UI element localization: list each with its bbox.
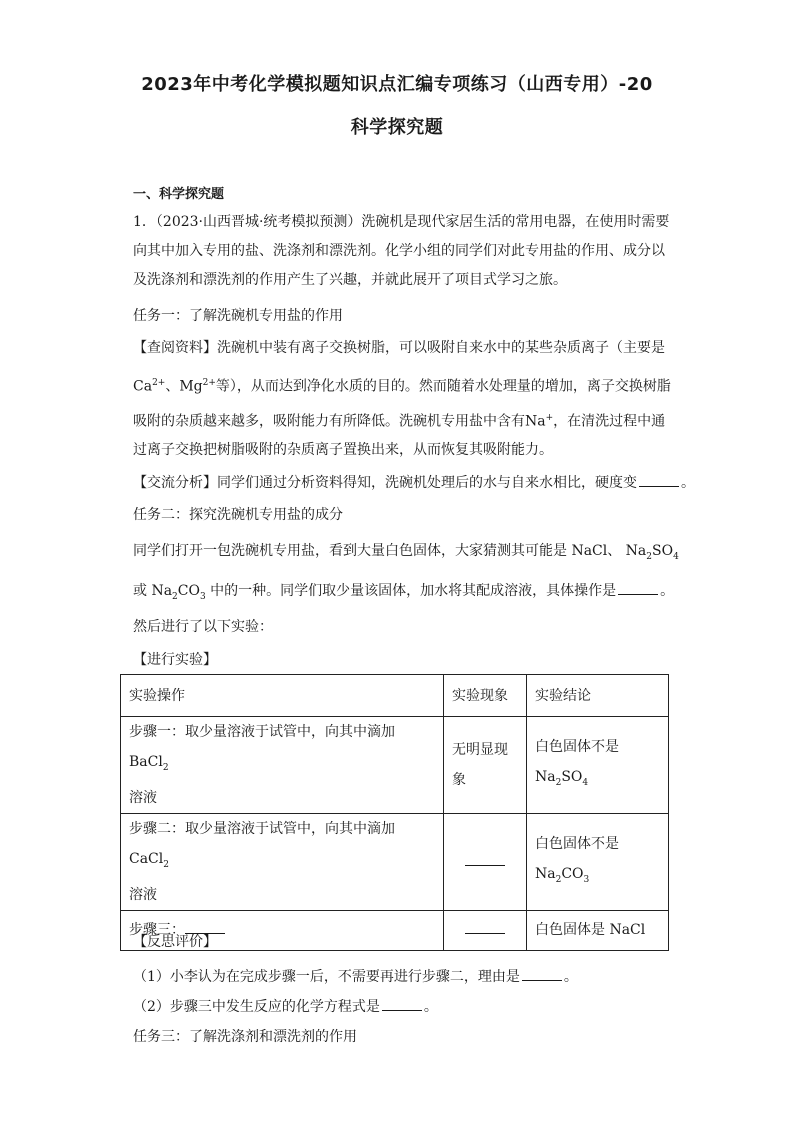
table-header-row bbox=[121, 675, 669, 717]
row2-operation bbox=[121, 813, 444, 910]
guess-line-3: 然后进行了以下实验： bbox=[133, 619, 273, 635]
intro-line-3: 及洗涤剂和漂洗剂的作用产生了兴趣，并就此展开了项目式学习之旅。 bbox=[133, 272, 567, 288]
row2-conclusion-b: Na bbox=[535, 865, 556, 882]
task2-heading: 任务二：探究洗碗机专用盐的成分 bbox=[133, 507, 343, 523]
row3-conclusion: 白色固体是 NaCl bbox=[527, 910, 669, 950]
info-line-2 bbox=[133, 373, 673, 397]
task1-heading: 任务一：了解洗碗机专用盐的作用 bbox=[133, 308, 343, 324]
task3-heading: 任务三：了解洗涤剂和漂洗剂的作用 bbox=[133, 1029, 357, 1045]
answer-blank-reason[interactable] bbox=[522, 966, 562, 981]
ion-na: Na bbox=[525, 413, 546, 430]
row1-phenomenon bbox=[444, 717, 527, 814]
ion-ca-charge: 2+ bbox=[152, 378, 166, 388]
reflection-q1 bbox=[133, 966, 673, 987]
guess-sub-3: 2 bbox=[172, 591, 178, 602]
guess-line-1-text: 同学们打开一包洗碗机专用盐，看到大量白色固体，大家猜测其可能是 NaCl、 Na bbox=[133, 543, 647, 559]
section-heading: 一、科学探究题 bbox=[133, 187, 225, 202]
experiment-heading: 【进行实验】 bbox=[133, 652, 217, 668]
answer-blank-phenomenon[interactable] bbox=[465, 851, 505, 866]
document-title-line2: 科学探究题 bbox=[350, 117, 444, 138]
table-row bbox=[121, 717, 669, 814]
row1-conclusion-a: 白色固体不是 bbox=[535, 739, 619, 755]
row2-operation-text-b: 溶液 bbox=[129, 886, 157, 903]
row1-conclusion-sub2: 4 bbox=[582, 777, 589, 788]
row1-operation-sub: 2 bbox=[162, 762, 169, 773]
row1-operation-text: 步骤一：取少量溶液于试管中，向其中滴加 BaCl bbox=[129, 724, 395, 770]
answer-blank-equation[interactable] bbox=[382, 996, 422, 1011]
ion-ca: Ca bbox=[133, 378, 153, 395]
guess-sub-4: 3 bbox=[199, 591, 206, 602]
row1-conclusion-sub: 2 bbox=[555, 777, 562, 788]
guess-line-2-text-b: CO bbox=[177, 583, 200, 599]
row2-phenomenon bbox=[444, 813, 527, 910]
ion-mg: Mg bbox=[179, 378, 203, 395]
row2-operation-sub: 2 bbox=[163, 859, 169, 870]
guess-line-1 bbox=[133, 541, 679, 567]
document-title-line1: 2023年中考化学模拟题知识点汇编专项练习（山西专用）-20 bbox=[141, 74, 653, 95]
guess-line-2-text-c: 中的一种。同学们取少量该固体，加水将其配成溶液，具体操作是 bbox=[205, 583, 617, 599]
row1-phenomenon-a: 无明显现 bbox=[452, 741, 508, 758]
guess-sub-1: 2 bbox=[646, 551, 653, 562]
info-line-2-text: 等），从而达到净化水质的目的。然而随着水处理量的增加，离子交换树脂 bbox=[215, 378, 671, 395]
row1-conclusion-b: Na bbox=[535, 769, 556, 785]
experiment-table bbox=[120, 674, 669, 951]
guess-sub-2: 4 bbox=[673, 551, 679, 562]
intro-line-1: 1．（2023·山西晋城·统考模拟预测）洗碗机是现代家居生活的常用电器，在使用时需要 bbox=[133, 214, 670, 230]
info-line-1: 【查阅资料】洗碗机中装有离子交换树脂，可以吸附自来水中的某些杂质离子（主要是 bbox=[133, 340, 665, 356]
row1-operation bbox=[121, 717, 444, 814]
reflection-q1-end: 。 bbox=[563, 969, 578, 985]
reflection-heading: 【反思评价】 bbox=[133, 934, 217, 950]
row2-operation-text: 步骤二：取少量溶液于试管中，向其中滴加 CaCl bbox=[129, 820, 395, 867]
row1-phenomenon-b: 象 bbox=[452, 771, 466, 788]
reflection-q1-text: （1）小李认为在完成步骤一后，不需要再进行步骤二，理由是 bbox=[133, 969, 520, 985]
guess-line-1-text-b: SO bbox=[652, 543, 674, 559]
analysis-text: 【交流分析】同学们通过分析资料得知，洗碗机处理后的水与自来水相比，硬度变 bbox=[133, 475, 637, 491]
table-row bbox=[121, 813, 669, 910]
info-line-3-text-b: ，在清洗过程中通 bbox=[553, 413, 666, 430]
row2-conclusion bbox=[527, 813, 669, 910]
reflection-q2-text: （2）步骤三中发生反应的化学方程式是 bbox=[133, 999, 380, 1015]
analysis-end: 。 bbox=[681, 475, 695, 491]
table-header-conclusion: 实验结论 bbox=[527, 675, 669, 717]
reflection-q2-end: 。 bbox=[423, 999, 438, 1015]
separator: 、 bbox=[165, 378, 180, 395]
info-line-3-text-a: 吸附的杂质越来越多，吸附能力有所降低。洗碗机专用盐中含有 bbox=[133, 413, 525, 430]
answer-blank-hardness[interactable] bbox=[639, 472, 679, 487]
intro-line-2: 向其中加入专用的盐、洗涤剂和漂洗剂。化学小组的同学们对此专用盐的作用、成分以 bbox=[133, 243, 665, 259]
info-line-3 bbox=[133, 408, 673, 432]
row3-operation-text: 步骤三： bbox=[129, 922, 185, 939]
reflection-q2 bbox=[133, 996, 673, 1017]
row1-operation-text-b: 溶液 bbox=[129, 789, 157, 806]
ion-mg-charge: 2+ bbox=[202, 378, 216, 388]
row2-conclusion-c: CO bbox=[561, 865, 584, 882]
info-line-4: 过离子交换把树脂吸附的杂质离子置换出来，从而恢复其吸附能力。 bbox=[133, 442, 553, 458]
guess-line-2 bbox=[133, 580, 673, 607]
guess-line-2-end: 。 bbox=[660, 583, 675, 599]
answer-blank-operation[interactable] bbox=[618, 580, 658, 595]
table-header-operation: 实验操作 bbox=[121, 675, 444, 717]
ion-na-charge: + bbox=[545, 413, 554, 423]
row1-conclusion bbox=[527, 717, 669, 814]
row2-conclusion-a: 白色固体不是 bbox=[535, 835, 619, 852]
row1-conclusion-c: SO bbox=[561, 769, 583, 785]
analysis-line bbox=[133, 472, 695, 493]
guess-line-2-text-a: 或 Na bbox=[133, 583, 173, 599]
table-header-phenomenon: 实验现象 bbox=[444, 675, 527, 717]
row2-conclusion-sub2: 3 bbox=[583, 874, 590, 885]
row2-conclusion-sub: 2 bbox=[555, 874, 562, 885]
